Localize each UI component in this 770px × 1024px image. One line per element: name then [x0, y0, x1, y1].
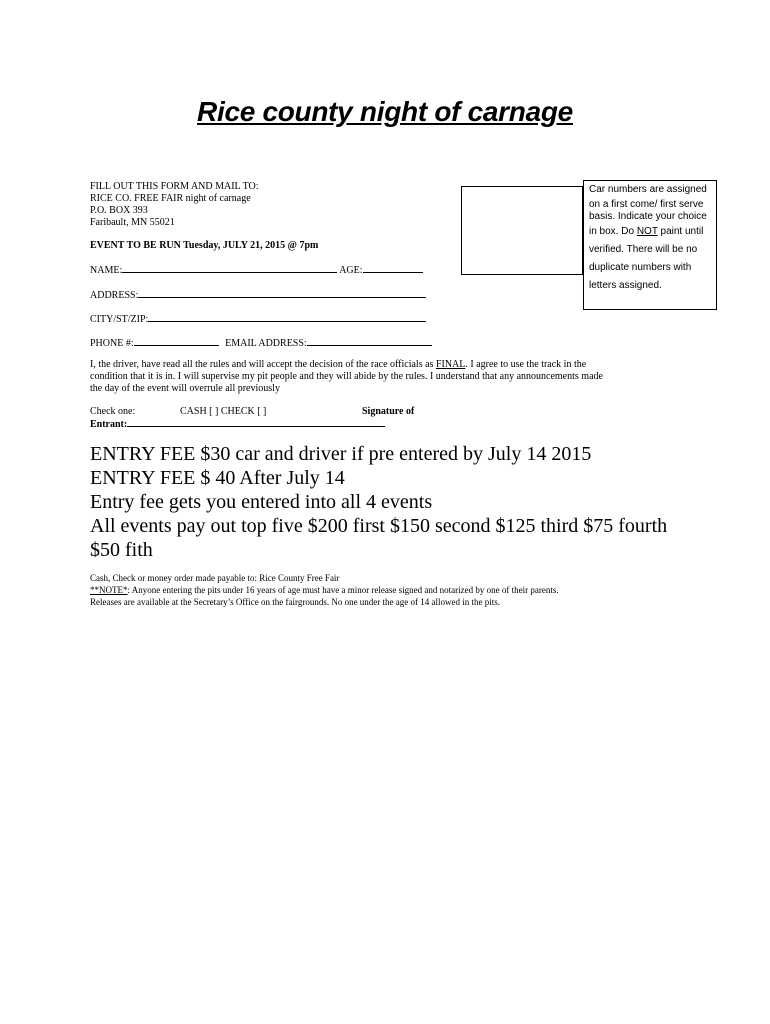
agreement-line-3: the day of the event will overrule all previously [90, 383, 280, 394]
address-label: ADDRESS: [90, 290, 139, 301]
note-line-1: Car numbers are assigned [589, 184, 707, 195]
mail-line-4: Faribault, MN 55021 [90, 217, 175, 228]
fee-line-2: ENTRY FEE $ 40 After July 14 [90, 467, 345, 489]
entrant-row [90, 418, 385, 431]
form-title: Rice county night of carnage [197, 96, 573, 127]
mail-line-3: P.O. BOX 393 [90, 205, 148, 216]
name-field[interactable] [122, 264, 337, 273]
fee-line-3: Entry fee gets you entered into all 4 events [90, 491, 433, 513]
agreement-line-2: condition that it is in. I will supervise my pit people and they will abide by the rules. I understand that any announcements made [90, 371, 603, 382]
agreement-text [90, 359, 630, 395]
city-field[interactable] [148, 313, 426, 322]
city-label: CITY/ST/ZIP: [90, 314, 149, 325]
payment-options[interactable]: CASH [ ] CHECK [ ] [180, 406, 267, 417]
footer-line-1: Cash, Check or money order made payable to: Rice County Free Fair [90, 573, 340, 583]
note-line-2: on a first come/ first serve basis. Indicate your choice [589, 199, 707, 222]
email-label: EMAIL ADDRESS: [225, 338, 307, 349]
fee-line-4: All events pay out top five $200 first $150 second $125 third $75 fourth [90, 515, 668, 537]
mail-line-2: RICE CO. FREE FAIR night of carnage [90, 193, 251, 204]
phone-email-row [90, 337, 432, 350]
entrant-label: Entrant: [90, 419, 128, 430]
city-row [90, 313, 426, 326]
car-number-box[interactable] [461, 186, 583, 275]
name-label: NAME: [90, 265, 123, 276]
age-label: AGE: [339, 265, 363, 276]
address-row [90, 289, 426, 302]
signature-label: Signature of [362, 406, 415, 417]
note-line-6: letters assigned. [589, 280, 662, 291]
fee-line-1: ENTRY FEE $30 car and driver if pre entered by July 14 2015 [90, 443, 592, 465]
event-date: EVENT TO BE RUN Tuesday, JULY 21, 2015 @ 7pm [90, 240, 319, 251]
agreement-line-1: I, the driver, have read all the rules and will accept the decision of the race officials as FINAL. I agree to use the track in the [90, 359, 587, 370]
address-field[interactable] [138, 289, 426, 298]
note-line-3: in box. Do NOT paint until [589, 226, 704, 237]
signature-field[interactable] [127, 418, 385, 427]
note-line-4: verified. There will be no [589, 244, 698, 255]
mail-line-1: FILL OUT THIS FORM AND MAIL TO: [90, 181, 259, 192]
check-one-label: Check one: [90, 406, 136, 417]
footer-line-3: Releases are available at the Secretary’s Office on the fairgrounds. No one under the age of 14 allowed in the pits. [90, 597, 501, 607]
email-field[interactable] [307, 337, 432, 346]
mailing-address [90, 181, 259, 229]
age-field[interactable] [363, 264, 423, 273]
footer-notes [90, 572, 690, 608]
car-number-note [583, 180, 717, 310]
footer-line-2: **NOTE*: Anyone entering the pits under 16 years of age must have a minor release signed and notarized by one of their parents. [90, 585, 559, 595]
note-line-5: duplicate numbers with [589, 262, 692, 273]
name-age-row [90, 264, 430, 277]
fee-line-5: $50 fith [90, 539, 153, 561]
phone-field[interactable] [134, 337, 219, 346]
phone-label: PHONE #: [90, 338, 134, 349]
